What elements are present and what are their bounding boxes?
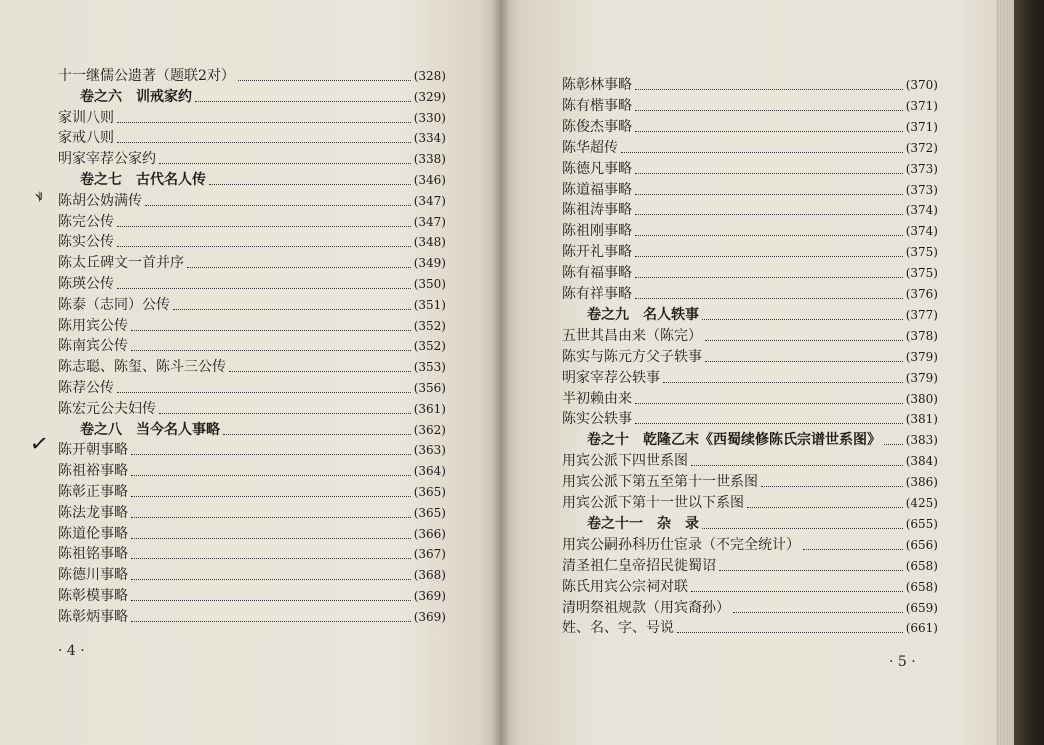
dot-leader [733, 612, 903, 613]
toc-entry [562, 598, 938, 618]
toc-entry [562, 535, 938, 555]
toc-entry [58, 316, 446, 336]
toc-entry-page: (352) [413, 318, 446, 333]
dot-leader [884, 444, 903, 445]
dot-leader [117, 226, 411, 227]
toc-entry-title: 陈荐公传 [58, 380, 114, 396]
toc-entry-title: 陈祖涛事略 [562, 202, 632, 219]
toc-entry-title: 卷之十一 杂 录 [587, 515, 699, 532]
dot-leader [621, 152, 903, 153]
toc-entry-title: 五世其昌由来（陈完） [562, 327, 702, 344]
dot-leader [131, 517, 411, 518]
toc-entry-title: 家戒八则 [58, 130, 114, 147]
toc-entry-title: 卷之七 古代名人传 [80, 172, 206, 188]
toc-entry-title: 用宾公派下四世系图 [562, 453, 688, 470]
toc-entry [562, 221, 938, 241]
toc-entry-title: 陈有福事略 [562, 265, 632, 282]
toc-entry-title: 陈华超传 [562, 139, 618, 156]
toc-entry-page: (364) [413, 464, 446, 479]
toc-entry-page: (347) [413, 193, 446, 208]
toc-entry-title: 陈彰炳事略 [58, 608, 128, 625]
toc-entry-title: 陈开朝事略 [58, 442, 128, 459]
toc-entry-page: (366) [413, 526, 446, 541]
toc-entry-page: (380) [905, 391, 938, 406]
dot-leader [223, 434, 411, 435]
toc-entry-page: (361) [413, 401, 446, 416]
toc-entry-page: (363) [413, 443, 446, 458]
dot-leader [229, 371, 411, 372]
dot-leader [131, 600, 411, 601]
dot-leader [635, 214, 903, 215]
toc-entry [562, 138, 938, 158]
dot-leader [131, 558, 411, 559]
toc-entry [562, 618, 938, 638]
right-page [500, 0, 996, 745]
toc-entry-page: (379) [905, 370, 938, 385]
toc-entry-page: (374) [905, 224, 938, 239]
toc-entry-title: 陈祖刚事略 [562, 223, 632, 240]
dot-leader [635, 423, 903, 424]
dot-leader [131, 579, 411, 580]
pencil-mark: ꝟ [34, 188, 46, 205]
dot-leader [719, 570, 903, 571]
toc-entry-page: (349) [413, 256, 446, 271]
dot-leader [117, 122, 411, 123]
toc-entry-title: 陈胡公妫满传 [58, 192, 142, 209]
toc-entry [58, 440, 446, 460]
book-gutter [492, 0, 510, 745]
toc-entry [58, 378, 446, 398]
toc-entry-title: 陈氏用宾公宗祠对联 [562, 578, 688, 595]
toc-entry-page: (375) [905, 245, 938, 260]
toc-entry-title: 陈彰林事略 [562, 77, 632, 93]
toc-entry-title: 卷之十 乾隆乙末《西蜀续修陈氏宗谱世系图》 [587, 432, 881, 449]
toc-entry-page: (378) [905, 328, 938, 343]
dot-leader [635, 403, 903, 404]
page-number-left: · 4 · [58, 643, 85, 659]
toc-entry-page: (365) [413, 505, 446, 520]
toc-entry-title: 陈道伦事略 [58, 525, 128, 542]
toc-entry-page: (351) [413, 297, 446, 312]
toc-entry [58, 191, 446, 211]
toc-entry [562, 556, 938, 576]
toc-entry [562, 242, 938, 262]
dot-leader [663, 382, 903, 383]
dot-leader [117, 392, 411, 393]
toc-entry [562, 347, 938, 367]
toc-entry-title: 清明祭祖规款（用宾裔孙） [562, 599, 730, 616]
toc-entry [562, 75, 938, 95]
dot-leader [635, 235, 903, 236]
toc-entry-title: 卷之八 当今名人事略 [80, 421, 220, 438]
toc-entry-title: 半初赖由来 [562, 390, 632, 407]
toc-entry-page: (346) [413, 173, 446, 187]
dot-leader [635, 277, 903, 278]
toc-entry-title: 陈瑛公传 [58, 276, 114, 292]
toc-entry [562, 284, 938, 304]
dot-leader [131, 475, 411, 476]
toc-entry [58, 274, 446, 294]
toc-entry [58, 108, 446, 128]
toc-entry-title: 陈南宾公传 [58, 338, 128, 355]
dot-leader [691, 465, 903, 466]
toc-entry-page: (372) [905, 140, 938, 155]
toc-entry [562, 326, 938, 346]
dot-leader [131, 538, 411, 539]
dot-leader [159, 163, 411, 164]
toc-entry [58, 128, 446, 148]
toc-entry [562, 96, 938, 116]
toc-entry-title: 陈开礼事略 [562, 244, 632, 261]
toc-entry [562, 180, 938, 200]
toc-entry-page: (334) [413, 131, 446, 146]
toc-entry [562, 451, 938, 471]
toc-entry-page: (656) [905, 537, 938, 552]
toc-entry-page: (353) [413, 360, 446, 375]
check-mark: ✓ [28, 430, 51, 459]
toc-entry-title: 陈有祥事略 [562, 286, 632, 302]
toc-entry-title: 陈泰（志同）公传 [58, 296, 170, 313]
dot-leader [131, 496, 411, 497]
dot-leader [187, 267, 411, 268]
dot-leader [635, 110, 903, 111]
toc-entry [58, 461, 446, 481]
toc-entry-title: 姓、名、字、号说 [562, 620, 674, 637]
toc-entry [562, 389, 938, 409]
toc-entry-title: 陈俊杰事略 [562, 118, 632, 135]
toc-entry-page: (373) [905, 161, 938, 176]
dot-leader [209, 184, 411, 185]
toc-entry-title: 陈彰模事略 [58, 588, 128, 604]
dot-leader [747, 507, 903, 508]
toc-entry-page: (386) [905, 475, 938, 490]
toc-entry-title: 明家宰荐公轶事 [562, 369, 660, 386]
dot-leader [635, 298, 903, 299]
toc-entry [58, 482, 446, 502]
toc-entry [58, 399, 446, 419]
toc-entry-page: (384) [905, 454, 938, 469]
toc-entry-page: (347) [413, 214, 446, 229]
dot-leader [635, 194, 903, 195]
toc-entry-page: (373) [905, 182, 938, 197]
toc-entry [562, 493, 938, 513]
toc-entry-page: (371) [905, 98, 938, 113]
toc-entry [58, 524, 446, 544]
dot-leader [702, 319, 903, 320]
dot-leader [131, 350, 411, 351]
dot-leader [159, 413, 411, 414]
toc-entry [58, 212, 446, 232]
dot-leader [705, 361, 903, 362]
toc-entry-page: (425) [905, 496, 938, 510]
toc-entry-title: 陈完公传 [58, 213, 114, 230]
toc-entry-page: (377) [905, 307, 938, 322]
toc-entry-page: (374) [905, 203, 938, 218]
toc-entry-page: (348) [413, 235, 446, 250]
toc-entry-title: 陈祖裕事略 [58, 463, 128, 480]
dot-leader [173, 309, 411, 310]
toc-entry-page: (371) [905, 119, 938, 134]
toc-entry-page: (655) [905, 516, 938, 531]
toc-entry-page: (376) [905, 287, 938, 301]
toc-entry [58, 232, 446, 252]
dot-leader [145, 205, 411, 206]
toc-entry-page: (350) [413, 277, 446, 291]
toc-entry [58, 253, 446, 273]
toc-entry-title: 用宾公派下第五至第十一世系图 [562, 474, 758, 491]
dot-leader [635, 256, 903, 257]
toc-entry [562, 159, 938, 179]
toc-entry-page: (365) [413, 485, 446, 499]
toc-entry-title: 陈有楷事略 [562, 97, 632, 114]
toc-entry [58, 586, 446, 606]
toc-entry-title: 清圣祖仁皇帝招民徙蜀诏 [562, 557, 716, 574]
dot-leader [702, 528, 903, 529]
dot-leader [705, 340, 903, 341]
toc-entry-page: (328) [413, 69, 446, 83]
dot-leader [131, 454, 411, 455]
toc-entry-page: (383) [905, 433, 938, 448]
dot-leader [635, 131, 903, 132]
toc-entry-title: 陈宏元公夫妇传 [58, 400, 156, 417]
toc-entry-page: (329) [413, 89, 446, 104]
toc-entry-page: (661) [905, 621, 938, 636]
dot-leader [803, 549, 903, 550]
toc-entry-title: 用宾公派下第十一世以下系图 [562, 495, 744, 511]
toc-section-heading [587, 430, 938, 450]
toc-entry-page: (369) [413, 609, 446, 624]
toc-entry [58, 607, 446, 627]
toc-entry [562, 472, 938, 492]
dot-leader [691, 591, 903, 592]
dot-leader [635, 89, 903, 90]
toc-entry [562, 368, 938, 388]
toc-entry-page: (375) [905, 266, 938, 281]
toc-entry-title: 陈德川事略 [58, 567, 128, 584]
toc-entry-page: (369) [413, 589, 446, 603]
toc-entry-page: (368) [413, 568, 446, 583]
toc-entry [58, 544, 446, 564]
toc-entry-page: (658) [905, 579, 938, 594]
toc-entry-title: 陈彰正事略 [58, 484, 128, 500]
toc-entry-title: 十一继儒公遗著（题联2对） [58, 68, 235, 84]
dot-leader [117, 288, 411, 289]
toc-entry [58, 295, 446, 315]
toc-entry [562, 263, 938, 283]
page-number-right: · 5 · [889, 654, 916, 670]
toc-entry-title: 用宾公嗣孙科历仕宦录（不完全统计） [562, 536, 800, 553]
toc-section-heading [80, 170, 446, 190]
toc-section-heading [80, 420, 446, 440]
toc-entry [58, 503, 446, 523]
toc-entry-title: 卷之九 名人轶事 [587, 306, 699, 323]
toc-entry-page: (356) [413, 381, 446, 395]
dot-leader [117, 142, 411, 143]
toc-entry-page: (330) [413, 110, 446, 125]
toc-section-heading [587, 514, 938, 534]
toc-entry-title: 卷之六 训戒家约 [80, 88, 192, 105]
dot-leader [195, 101, 411, 102]
toc-entry-title: 明家宰荐公家约 [58, 151, 156, 168]
toc-entry-title: 陈祖铭事略 [58, 546, 128, 563]
toc-entry-page: (370) [905, 78, 938, 92]
dot-leader [131, 330, 411, 331]
toc-entry [58, 357, 446, 377]
toc-entry-title: 陈实与陈元方父子轶事 [562, 348, 702, 365]
toc-entry [562, 577, 938, 597]
toc-entry-title: 陈道福事略 [562, 181, 632, 198]
dot-leader [761, 486, 903, 487]
toc-entry-title: 陈用宾公传 [58, 317, 128, 334]
toc-entry-page: (352) [413, 339, 446, 354]
toc-entry-title: 陈太丘碑文一首并序 [58, 255, 184, 272]
toc-entry [58, 149, 446, 169]
book-cover-edge [1014, 0, 1044, 745]
toc-section-heading [80, 87, 446, 107]
toc-entry [562, 117, 938, 137]
toc-entry-page: (362) [413, 422, 446, 437]
dot-leader [131, 621, 411, 622]
toc-entry-title: 陈德凡事略 [562, 160, 632, 177]
toc-entry-page: (658) [905, 558, 938, 573]
toc-entry-page: (659) [905, 600, 938, 615]
toc-entry [58, 565, 446, 585]
dot-leader [238, 80, 411, 81]
dot-leader [117, 246, 411, 247]
toc-entry-page: (379) [905, 349, 938, 364]
toc-entry [58, 66, 446, 86]
toc-entry-title: 陈实公轶事 [562, 411, 632, 428]
left-page [0, 0, 500, 745]
toc-entry-title: 陈法龙事略 [58, 504, 128, 521]
toc-entry-title: 陈实公传 [58, 234, 114, 251]
toc-entry-page: (338) [413, 152, 446, 167]
toc-entry [562, 409, 938, 429]
toc-entry [562, 200, 938, 220]
dot-leader [677, 632, 903, 633]
toc-entry-title: 家训八则 [58, 109, 114, 126]
toc-entry-page: (381) [905, 412, 938, 427]
toc-entry-page: (367) [413, 547, 446, 562]
toc-section-heading [587, 305, 938, 325]
dot-leader [635, 173, 903, 174]
toc-entry [58, 336, 446, 356]
toc-entry-title: 陈志聪、陈玺、陈斗三公传 [58, 359, 226, 376]
